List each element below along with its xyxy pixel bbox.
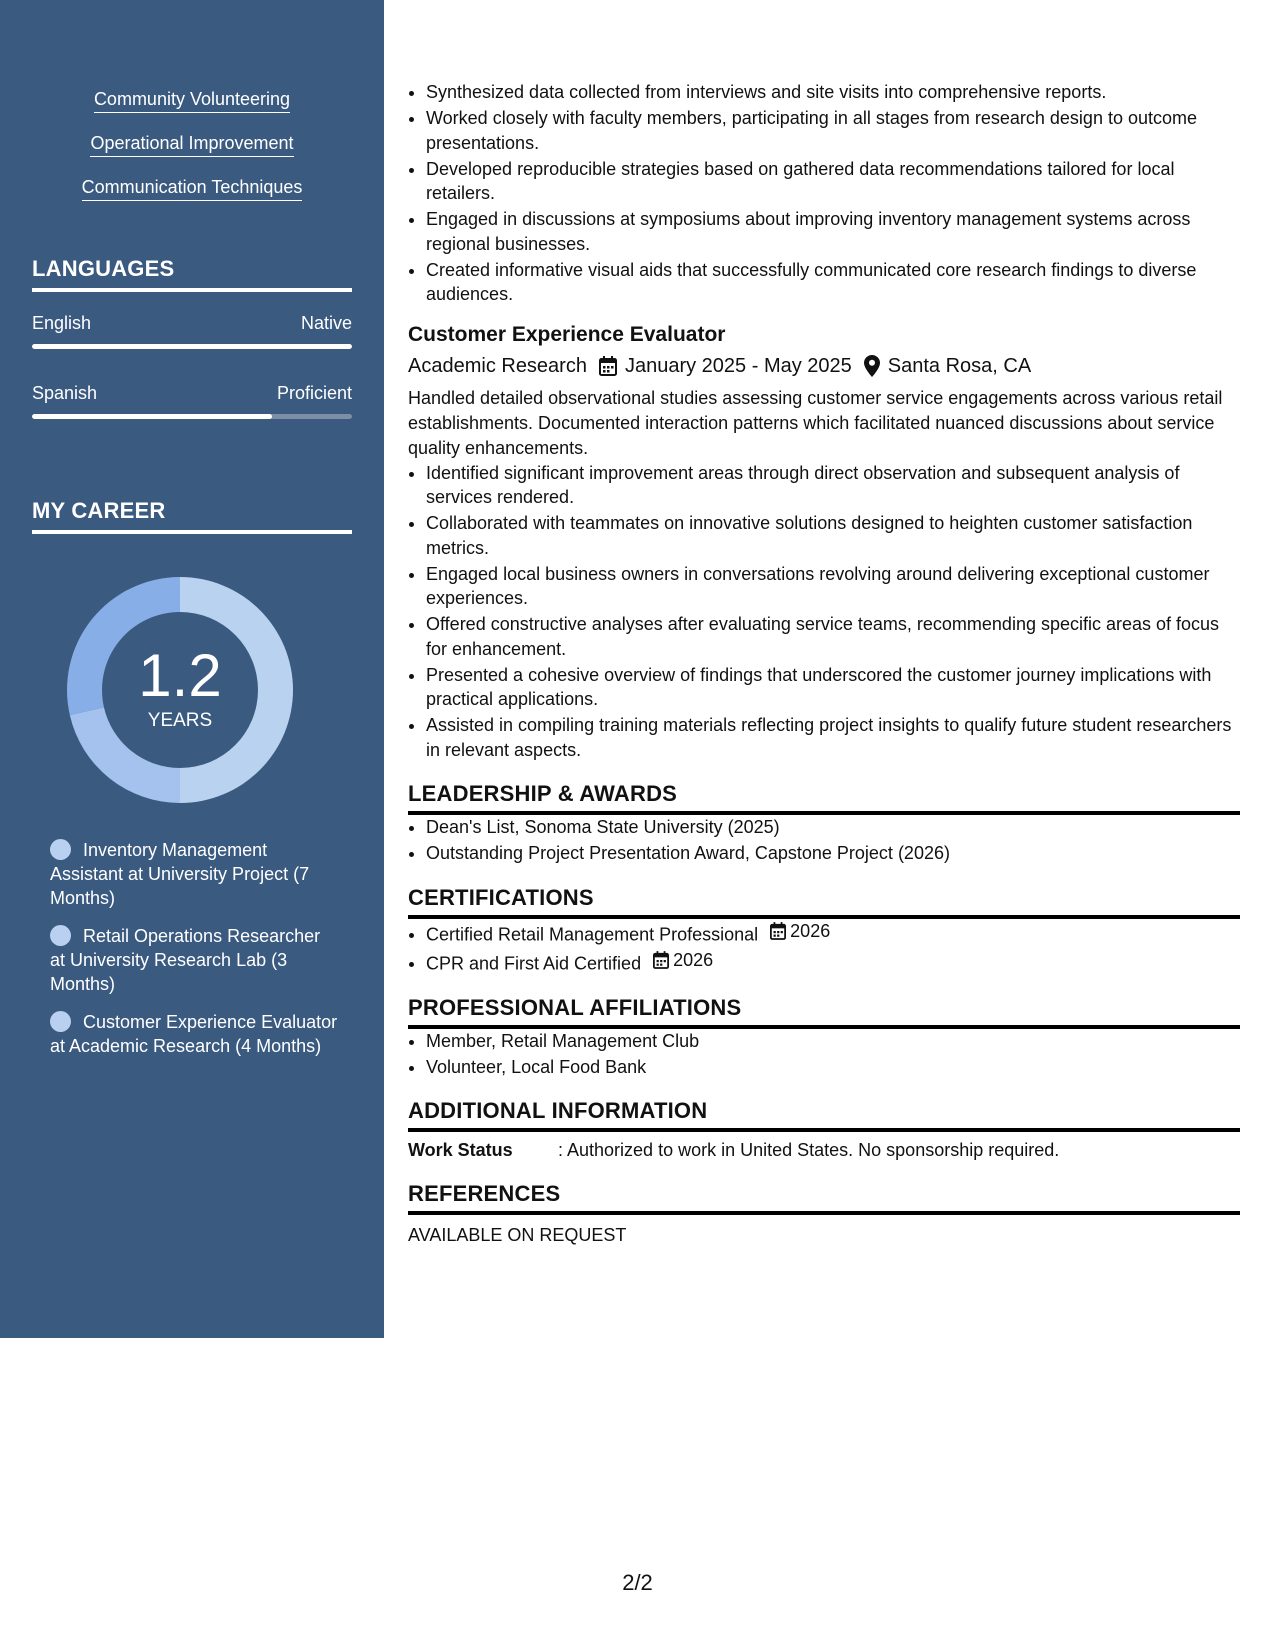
calendar-icon [653,951,669,969]
list-item: • Member, Retail Management Club [426,1029,1240,1054]
job-bullets [408,461,1240,763]
career-years-unit: YEARS [147,710,213,731]
list-item: • Synthesized data collected from interviews and site visits into comprehensive reports. [426,80,1240,105]
language-bar-english [32,344,352,349]
language-level: Proficient [276,383,352,403]
career-list [50,838,340,1072]
languages-heading: LANGUAGES [32,256,352,292]
affiliations-heading: PROFESSIONAL AFFILIATIONS [408,994,1240,1029]
list-item: • Created informative visual aids that successfully communicated core research findings to diverse audiences. [426,258,1240,307]
career-item [50,924,340,996]
job-title: Customer Experience Evaluator [408,322,726,346]
language-row-spanish [32,383,352,404]
career-item [50,1010,340,1058]
list-item: • Developed reproducible strategies based on gathered data recommendations tailored for local retailers. [426,157,1240,206]
skill-link[interactable]: Operational Improvement [90,130,293,157]
previous-job-bullets [408,80,1240,307]
page-number: 2/2 [622,1570,653,1595]
leadership-heading: LEADERSHIP & AWARDS [408,780,1240,815]
career-years-value: 1.2 [138,642,222,709]
job-organization: Academic Research [408,354,587,377]
certification-year: 2026 [673,949,714,970]
work-status-label: Work Status [408,1140,513,1160]
list-item: • Assisted in compiling training materials reflecting project insights to qualify future student researchers in relevant aspects. [426,713,1240,762]
job-meta [408,350,1240,382]
job-description: Handled detailed observational studies assessing customer service engagements across various retail establishments. Documented interaction patterns which facilitated nuanced discussions about service quality enhancements. [408,387,1223,458]
language-level: Native [300,313,352,333]
sidebar [0,0,384,1338]
list-item: • Identified significant improvement areas through direct observation and subsequent analysis of services rendered. [426,461,1240,510]
calendar-icon [770,922,786,940]
career-donut [66,576,294,804]
career-dot-icon [50,1011,71,1032]
main-content [408,80,1240,1246]
career-item-text: Customer Experience Evaluator at Academic Research (4 Months) [50,1012,338,1056]
language-bar-fill [32,344,352,349]
certification-name: CPR and First Aid Certified [426,953,642,973]
list-item: • Engaged in discussions at symposiums about improving inventory management systems across regional businesses. [426,207,1240,256]
language-bar-spanish [32,414,352,419]
career-item-text: Inventory Management Assistant at University Project (7 Months) [50,840,310,908]
skill-link[interactable]: Communication Techniques [82,174,303,201]
list-item [426,948,1240,976]
career-heading: MY CAREER [32,498,352,534]
list-item: • Volunteer, Local Food Bank [426,1055,1240,1080]
additional-info-heading: ADDITIONAL INFORMATION [408,1097,1240,1132]
list-item: • Offered constructive analyses after evaluating service teams, recommending specific areas of focus for enhancement. [426,612,1240,661]
certification-name: Certified Retail Management Professional [426,923,759,944]
location-pin-icon [864,355,880,377]
job-dates: January 2025 - May 2025 [624,354,852,377]
list-item [426,919,1240,947]
calendar-icon [599,356,617,376]
language-name: English [32,313,92,333]
list-item: • Dean's List, Sonoma State University (2025) [426,815,1240,840]
affiliations-list [408,1029,1240,1080]
references-text: AVAILABLE ON REQUEST [408,1225,627,1245]
list-item: • Presented a cohesive overview of findings that underscored the customer journey implications with practical applications. [426,663,1240,712]
list-item: • Collaborated with teammates on innovative solutions designed to heighten customer satisfaction metrics. [426,511,1240,560]
language-name: Spanish [32,383,98,403]
list-item: • Outstanding Project Presentation Award, Capstone Project (2026) [426,841,1240,866]
references-heading: REFERENCES [408,1180,1240,1215]
skills-list [0,86,384,218]
list-item: • Worked closely with faculty members, participating in all stages from research design to outcome presentations. [426,106,1240,155]
leadership-list [408,815,1240,866]
career-dot-icon [50,925,71,946]
list-item: • Engaged local business owners in conversations revolving around delivering exceptional customer experiences. [426,562,1240,611]
work-status-value: : Authorized to work in United States. No sponsorship required. [558,1140,1060,1160]
certifications-heading: CERTIFICATIONS [408,884,1240,919]
career-dot-icon [50,839,71,860]
language-row-english [32,313,352,334]
job-location: Santa Rosa, CA [887,354,1032,377]
work-status-row [408,1138,1240,1162]
certifications-list [408,919,1240,976]
career-item [50,838,340,910]
career-item-text: Retail Operations Researcher at University Research Lab (3 Months) [50,926,321,994]
language-bar-fill [32,414,272,419]
skill-link[interactable]: Community Volunteering [94,86,290,113]
certification-year: 2026 [790,920,831,941]
